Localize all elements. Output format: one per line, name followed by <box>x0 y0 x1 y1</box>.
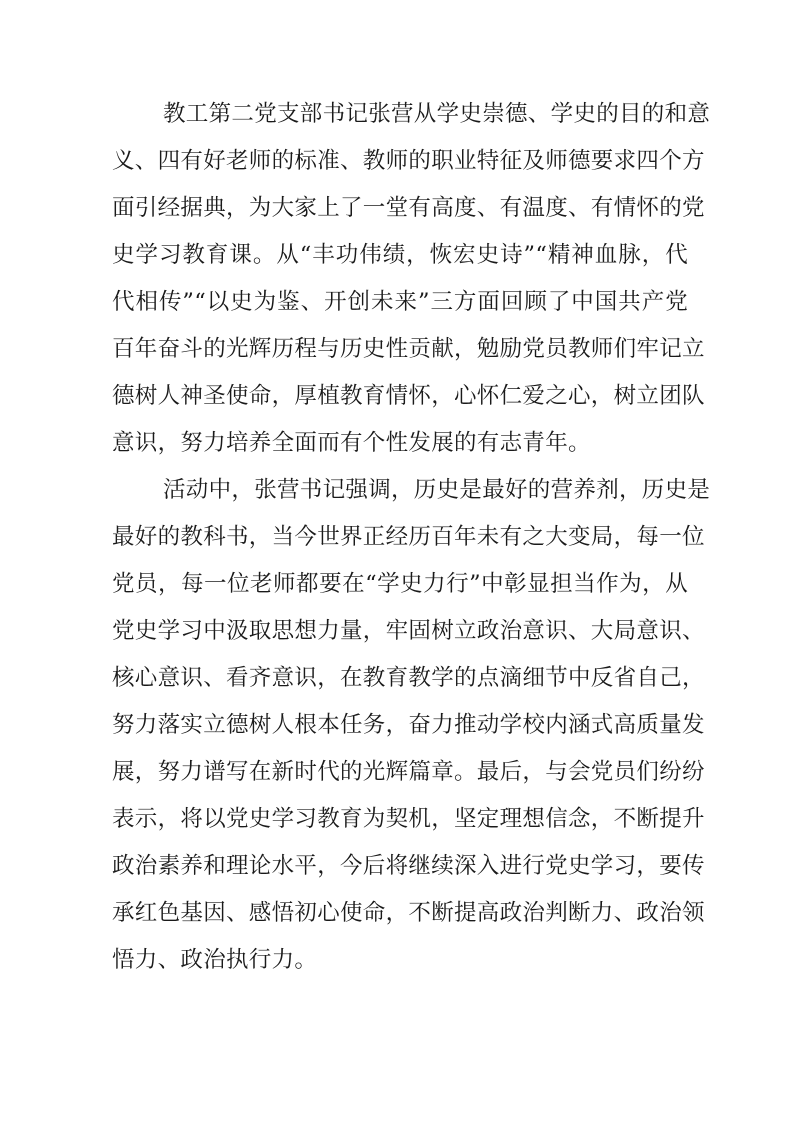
p2-line-9: 政治素养和理论水平，今后将继续深入进行党史学习，要传 <box>112 853 705 879</box>
p1-line-3: 面引经据典，为大家上了一堂有高度、有温度、有情怀的党 <box>112 195 705 221</box>
p2-line-2: 最好的教科书，当今世界正经历百年未有之大变局，每一位 <box>112 524 705 550</box>
p1-line-7: 德树人神圣使命，厚植教育情怀，心怀仁爱之心，树立团队 <box>112 383 705 409</box>
p1-line-8: 意识，努力培养全面而有个性发展的有志青年。 <box>112 430 591 456</box>
p2-line-6: 努力落实立德树人根本任务，奋力推动学校内涵式高质量发 <box>112 712 705 738</box>
p1-line-5: 代相传”“以史为鉴、开创未来”三方面回顾了中国共产党 <box>112 289 688 315</box>
p1-line-2: 义、四有好老师的标准、教师的职业特征及师德要求四个方 <box>112 148 705 174</box>
p2-line-10: 承红色基因、感悟初心使命，不断提高政治判断力、政治领 <box>112 900 705 926</box>
p2-line-7: 展，努力谱写在新时代的光辉篇章。最后，与会党员们纷纷 <box>112 759 705 785</box>
p2-line-8: 表示，将以党史学习教育为契机，坚定理想信念，不断提升 <box>112 806 705 832</box>
p2-line-4: 党史学习中汲取思想力量，牢固树立政治意识、大局意识、 <box>112 618 705 644</box>
p1-line-1: 教工第二党支部书记张营从学史崇德、学史的目的和意 <box>163 101 711 127</box>
p2-line-3: 党员，每一位老师都要在“学史力行”中彰显担当作为，从 <box>112 571 688 597</box>
p2-line-5: 核心意识、看齐意识，在教育教学的点滴细节中反省自己， <box>112 665 705 691</box>
p1-line-6: 百年奋斗的光辉历程与历史性贡献，勉励党员教师们牢记立 <box>112 336 705 362</box>
p2-line-11: 悟力、政治执行力。 <box>112 947 318 973</box>
p2-line-1: 活动中，张营书记强调，历史是最好的营养剂，历史是 <box>163 477 711 503</box>
p1-line-4: 史学习教育课。从“丰功伟绩，恢宏史诗”“精神血脉，代 <box>112 242 688 268</box>
